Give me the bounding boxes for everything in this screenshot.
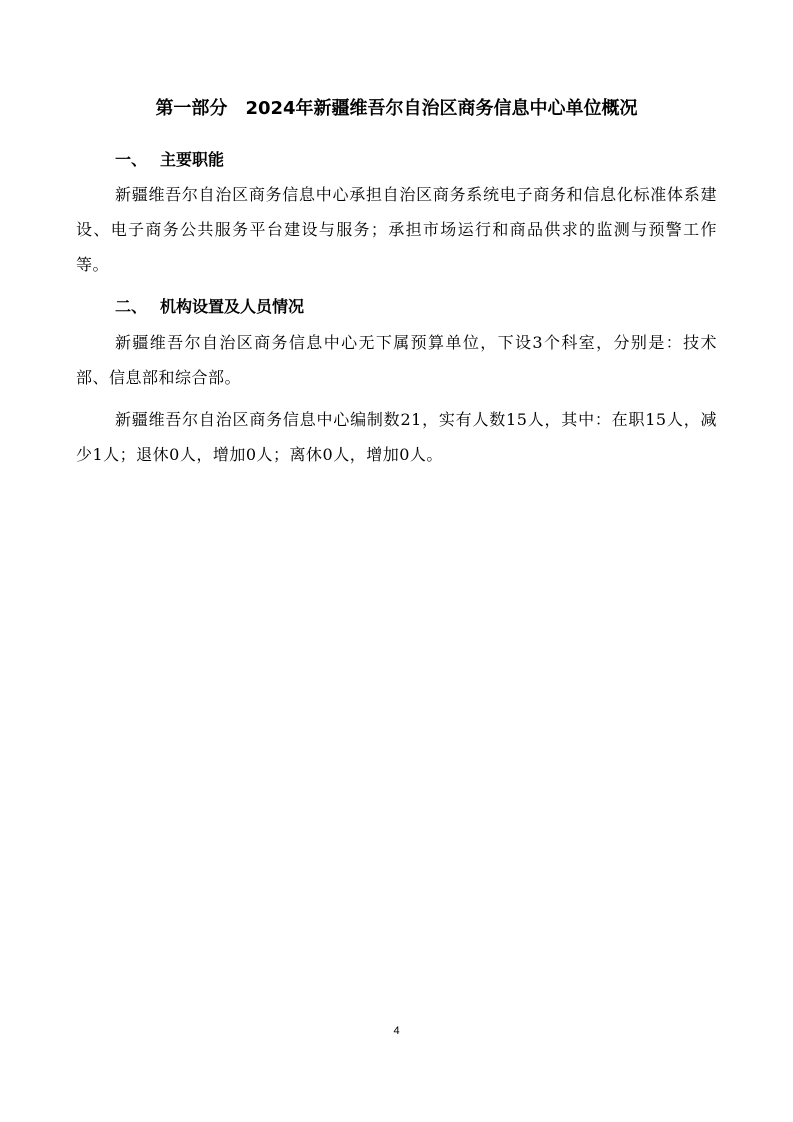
- title-part-label: 第一部分: [155, 98, 228, 119]
- title-text: 2024年新疆维吾尔自治区商务信息中心单位概况: [245, 98, 638, 119]
- section-number: 二、: [115, 297, 148, 316]
- section-heading-text: 主要职能: [160, 150, 225, 169]
- section-number: 一、: [115, 150, 148, 169]
- paragraph-staffing: 新疆维吾尔自治区商务信息中心编制数21，实有人数15人，其中：在职15人，减少1人；退休0人，增加0人；离休0人，增加0人。: [76, 410, 717, 464]
- section-heading-main-functions: [115, 148, 224, 172]
- page-number: 4: [393, 1025, 400, 1037]
- page-title: [0, 95, 793, 123]
- paragraph-departments: 新疆维吾尔自治区商务信息中心无下属预算单位，下设3个科室，分别是：技术部、信息部和综合部。: [76, 333, 717, 387]
- section-heading-organization: [115, 295, 304, 319]
- paragraph-main-functions: 新疆维吾尔自治区商务信息中心承担自治区商务系统电子商务和信息化标准体系建设、电子商务公共服务平台建设与服务；承担市场运行和商品供求的监测与预警工作等。: [76, 185, 717, 274]
- section-heading-text: 机构设置及人员情况: [160, 297, 305, 316]
